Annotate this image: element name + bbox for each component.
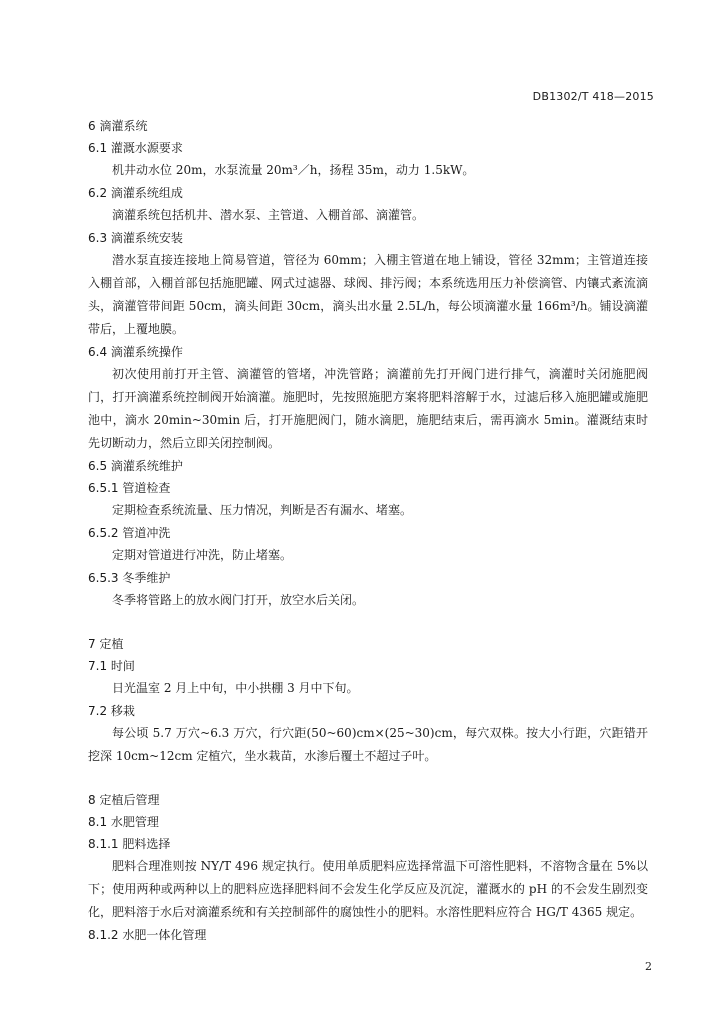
section-heading: 6.2 滴灌系统组成 xyxy=(88,186,183,200)
body-paragraph: 滴灌系统包括机井、潜水泵、主管道、入棚首部、滴灌管。 xyxy=(112,208,425,222)
body-paragraph: 初次使用前打开主管、滴灌管的管堵，冲洗管路；滴灌前先打开阀门进行排气，滴灌时关闭施肥阀门，打开滴灌系统控制阀开始滴灌。施肥时，先按照施肥方案将肥料溶解于水，过滤后移入施肥罐或施肥池中，滴水 20min~30min 后，打开施肥阀门，随水滴肥，施肥结束后，需再滴水 5min。灌溉结束时先切断动力，然后立即关闭控制阀。 xyxy=(88,367,648,450)
body-paragraph: 定期对管道进行冲洗，防止堵塞。 xyxy=(112,548,293,562)
body-paragraph: 日光温室 2 月上中旬，中小拱棚 3 月中下旬。 xyxy=(112,681,359,695)
section-heading: 7.2 移栽 xyxy=(88,704,135,718)
section-heading: 8 定植后管理 xyxy=(88,793,160,807)
section-heading: 8.1.1 肥料选择 xyxy=(88,837,171,851)
section-heading: 6.5.3 冬季维护 xyxy=(88,571,171,585)
body-paragraph: 潜水泵直接连接地上简易管道，管径为 60mm；入棚主管道在地上铺设，管径 32mm；主管道连接入棚首部，入棚首部包括施肥罐、网式过滤器、球阀、排污阀；本系统选用压力补偿滴管、内镶式紊流滴头，滴灌管带间距 50cm，滴头间距 30cm，滴头出水量 2.5L/h，每公顷滴灌水量 166m³/h。铺设滴灌带后，上覆地膜。 xyxy=(88,253,648,336)
section-heading: 8.1.2 水肥一体化管理 xyxy=(88,928,207,942)
section-heading: 6.5.1 管道检查 xyxy=(88,481,171,495)
section-heading: 6.5.2 管道冲洗 xyxy=(88,526,171,540)
body-paragraph: 定期检查系统流量、压力情况，判断是否有漏水、堵塞。 xyxy=(112,503,413,517)
body-paragraph: 机井动水位 20m，水泵流量 20m³／h，扬程 35m，动力 1.5kW。 xyxy=(112,163,475,177)
section-heading: 6.1 灌溉水源要求 xyxy=(88,141,183,155)
page-number: 2 xyxy=(645,960,652,973)
section-heading: 6.3 滴灌系统安装 xyxy=(88,231,183,245)
document-code: DB1302/T 418—2015 xyxy=(532,90,654,103)
document-body xyxy=(88,115,648,946)
section-heading: 6.4 滴灌系统操作 xyxy=(88,345,183,359)
body-paragraph: 肥料合理准则按 NY/T 496 规定执行。使用单质肥料应选择常温下可溶性肥料，不溶物含量在 5%以下；使用两种或两种以上的肥料应选择肥料间不会发生化学反应及沉淀，灌溉水的 pH 的不会发生剧烈变化，肥料溶于水后对滴灌系统和有关控制部件的腐蚀性小的肥料。水溶性肥料应符合 HG/T 4365 规定。 xyxy=(88,859,648,919)
section-heading: 8.1 水肥管理 xyxy=(88,815,159,829)
body-paragraph: 每公顷 5.7 万穴~6.3 万穴，行穴距(50~60)cm×(25~30)cm，每穴双株。按大小行距，穴距错开挖深 10cm~12cm 定植穴，坐水栽苗，水渗后覆土不超过子叶。 xyxy=(88,726,648,763)
section-heading: 7.1 时间 xyxy=(88,659,135,673)
body-paragraph: 冬季将管路上的放水阀门打开，放空水后关闭。 xyxy=(112,593,365,607)
section-heading: 7 定植 xyxy=(88,637,124,651)
section-heading: 6.5 滴灌系统维护 xyxy=(88,459,183,473)
section-heading: 6 滴灌系统 xyxy=(88,119,148,133)
